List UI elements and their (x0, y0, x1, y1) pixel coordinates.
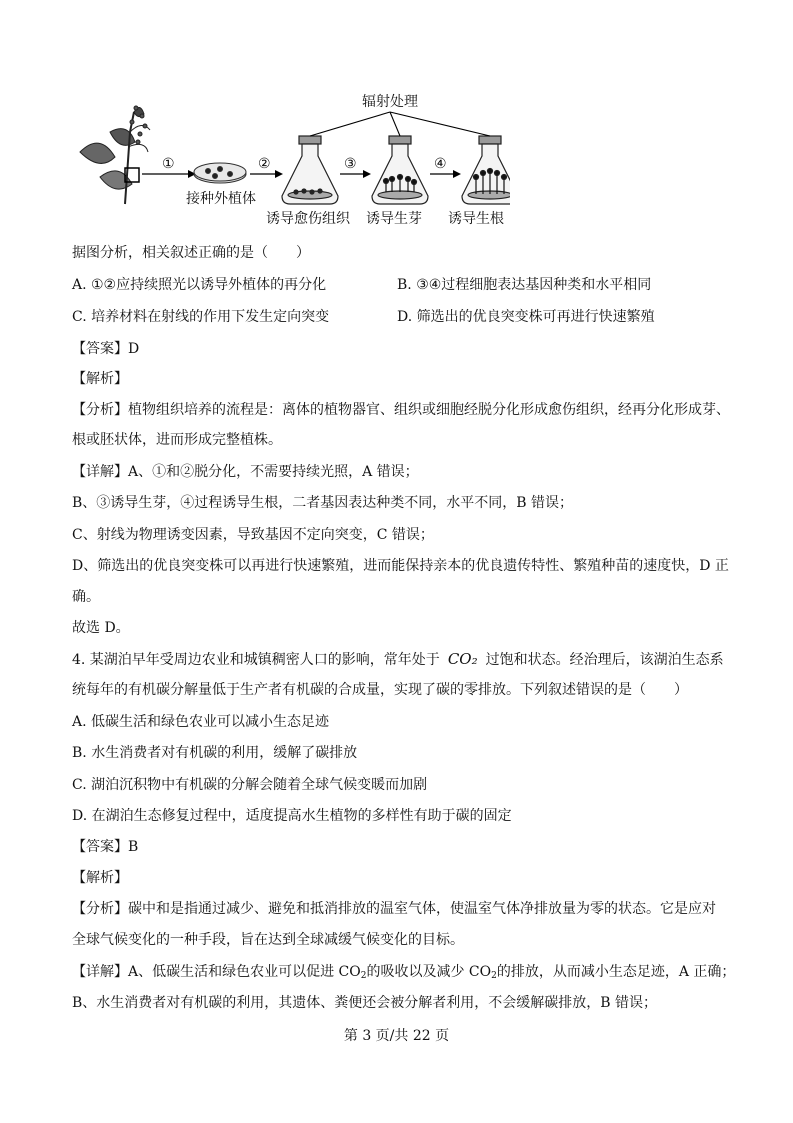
q3-detail-d-line2: 确。 (72, 589, 100, 605)
q4-stem-part2: 过饱和状态。经治理后，该湖泊生态系 (485, 652, 724, 668)
q4-fenxi-line2: 全球气候变化的一种手段，旨在达到全球减缓气候变化的目标。 (72, 932, 464, 948)
q4-detail-a-part1: 【详解】A、低碳生活和绿色农业可以促进 CO (72, 964, 361, 980)
subscript-2: 2 (491, 971, 497, 981)
q3-conclusion: 故选 D。 (72, 620, 130, 636)
q4-detail-a-part2: 的吸收以及减少 CO (366, 964, 492, 980)
q4-stem-line2: 统每年的有机碳分解量低于生产者有机碳的合成量，实现了碳的零排放。下列叙述错误的是（ ） (72, 682, 688, 698)
flask-root (462, 136, 510, 204)
q3-detail-d-line1: D、筛选出的优良突变株可以再进行快速繁殖，进而能保持亲本的优良遗传特性、繁殖种苗的速度快，D 正 (72, 558, 729, 574)
flask-callus (282, 136, 338, 204)
q3-analysis-heading: 【解析】 (72, 371, 128, 387)
step-2-label: ② (258, 156, 271, 172)
q3-answer: 【答案】D (72, 341, 140, 357)
q3-option-d: D. 筛选出的优良突变株可再进行快速繁殖 (397, 309, 655, 325)
q4-answer: 【答案】B (72, 839, 139, 855)
dish-caption: 接种外植体 (186, 191, 256, 207)
q3-fenxi-line2: 根或胚状体，进而形成完整植株。 (72, 432, 282, 448)
q4-stem-line1 (72, 650, 724, 669)
petri-dish (194, 163, 246, 183)
q3-option-b: B. ③④过程细胞表达基因种类和水平相同 (397, 277, 652, 293)
q3-option-a: A. ①②应持续照光以诱导外植体的再分化 (72, 277, 327, 293)
q4-fenxi-line1: 【分析】碳中和是指通过减少、避免和抵消排放的温室气体，使温室气体净排放量为零的状态。它是应对 (72, 901, 716, 917)
q4-detail-a (72, 963, 735, 985)
radiation-lines (310, 112, 490, 136)
q3-fenxi-line1: 【分析】植物组织培养的流程是：离体的植物器官、组织或细胞经脱分化形成愈伤组织，经再分化形成芽、 (72, 402, 730, 418)
q3-detail-c: C、射线为物理诱变因素，导致基因不定向突变，C 错误； (72, 527, 434, 543)
q4-option-d: D. 在湖泊生态修复过程中，适度提高水生植物的多样性有助于碳的固定 (72, 808, 512, 824)
subscript-2: 2 (360, 971, 367, 981)
q4-analysis-heading: 【解析】 (72, 870, 128, 886)
q3-detail-b: B、③诱导生芽，④过程诱导生根，二者基因表达种类不同，水平不同，B 错误； (72, 495, 574, 511)
step-4-label: ④ (434, 156, 447, 172)
radiation-label: 辐射处理 (362, 94, 418, 110)
q3-option-c: C. 培养材料在射线的作用下发生定向突变 (72, 309, 330, 325)
co2-formula: CO₂ (447, 650, 478, 668)
step-1-label: ① (162, 156, 175, 172)
flask-shoot (372, 136, 428, 204)
flask1-caption: 诱导愈伤组织 (266, 211, 350, 227)
q4-option-b: B. 水生消费者对有机碳的利用，缓解了碳排放 (72, 745, 358, 761)
q3-detail-a: 【详解】A、①和②脱分化，不需要持续光照，A 错误； (72, 464, 419, 480)
q3-stem: 据图分析，相关叙述正确的是（ ） (72, 245, 310, 261)
q4-option-c: C. 湖泊沉积物中有机碳的分解会随着全球气候变暖而加剧 (72, 777, 428, 793)
q4-option-a: A. 低碳生活和绿色农业可以减小生态足迹 (72, 714, 330, 730)
tissue-culture-figure (70, 92, 510, 232)
q4-detail-b: B、水生消费者对有机碳的利用，其遗体、粪便还会被分解者利用，不会缓解碳排放，B 错误； (72, 995, 658, 1011)
plant-illustration (80, 106, 150, 204)
step-3-label: ③ (344, 156, 357, 172)
page-footer: 第 3 页/共 22 页 (343, 1028, 450, 1044)
flask3-caption: 诱导生根 (448, 211, 504, 227)
q4-stem-part1: 4. 某湖泊早年受周边农业和城镇稠密人口的影响，常年处于 (72, 652, 440, 668)
flask2-caption: 诱导生芽 (366, 211, 422, 227)
q4-detail-a-part3: 的排放，从而减小生态足迹，A 正确； (496, 964, 736, 980)
